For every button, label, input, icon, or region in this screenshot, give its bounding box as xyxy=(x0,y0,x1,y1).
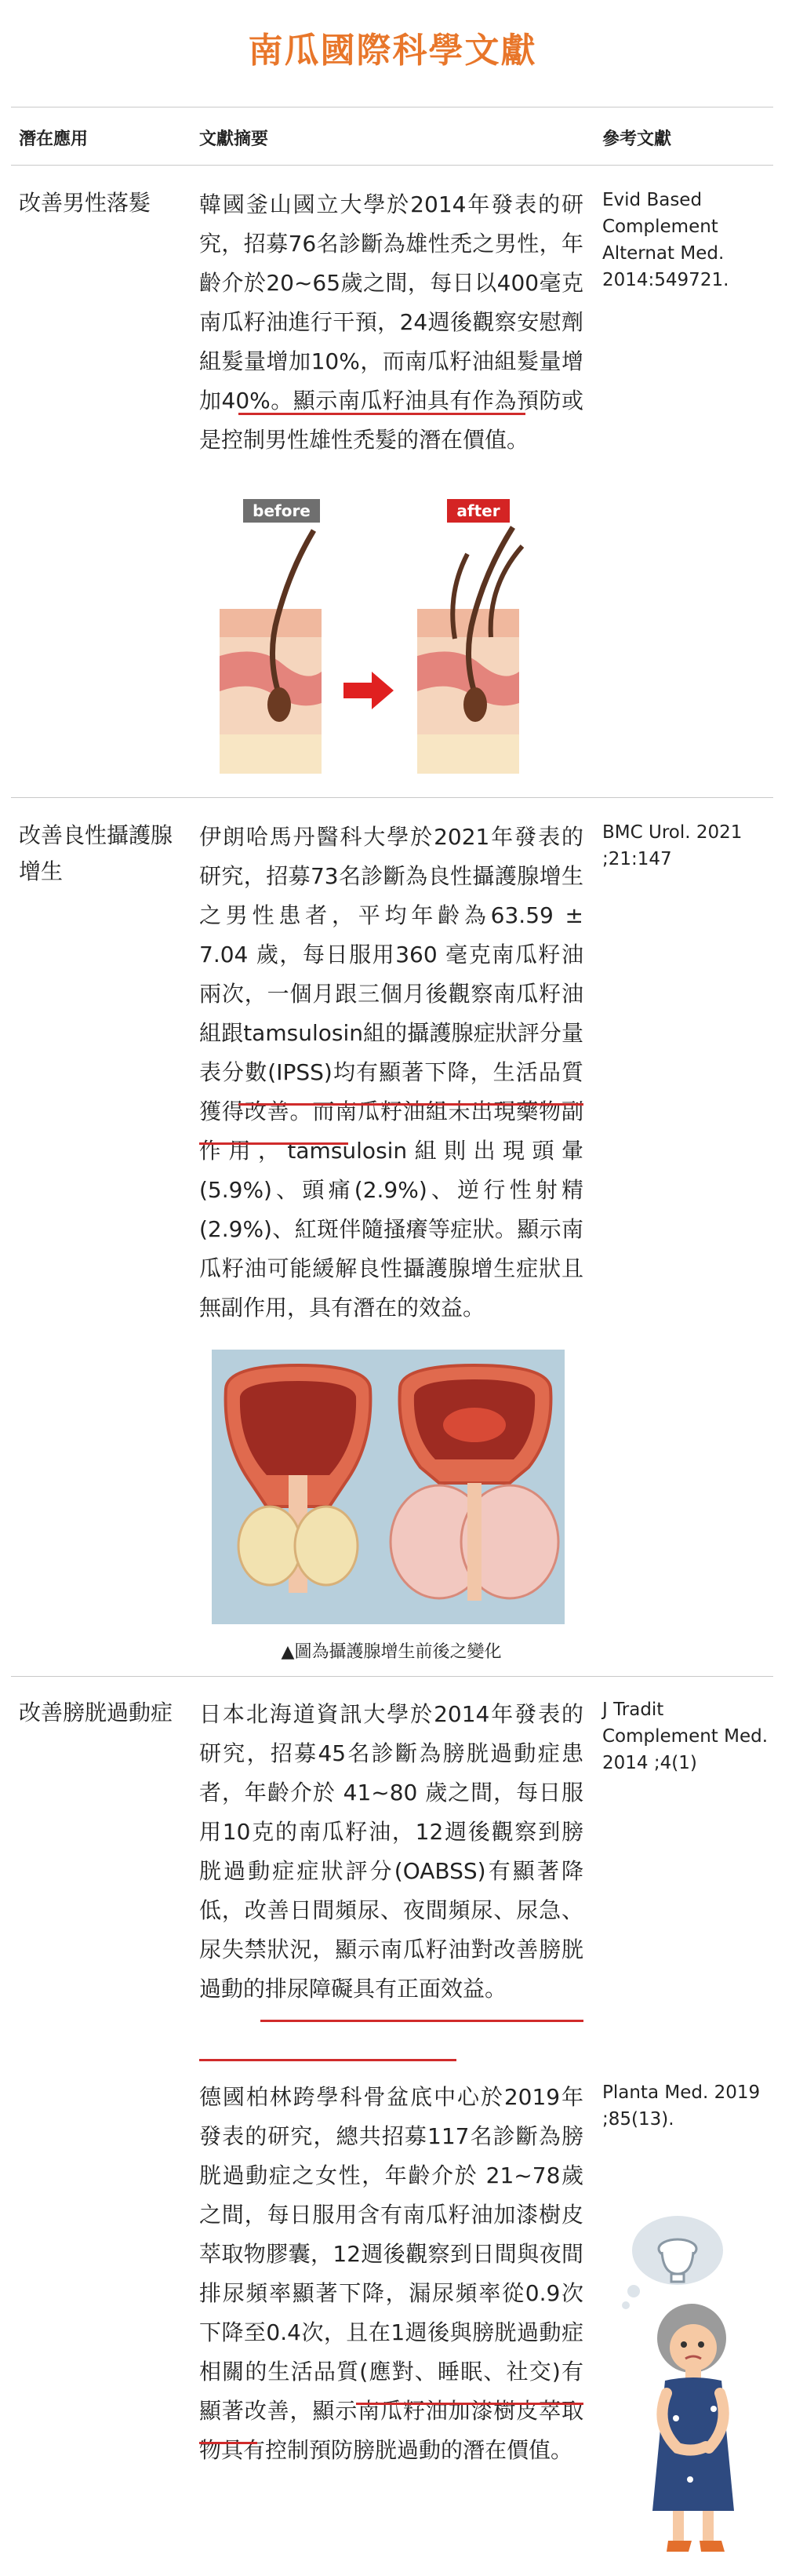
normal-prostate-icon xyxy=(226,1365,371,1593)
woman-icon xyxy=(652,2304,734,2552)
row-reference-bph: BMC Urol. 2021 ;21:147 xyxy=(602,822,743,869)
skin-before-icon xyxy=(220,530,322,774)
row-abstract-oab-japan: 日本北海道資訊大學於2014年發表的研究，招募45名診斷為膀胱過動症患者，年齡介於 41~80 歲之間，每日服用10克的南瓜籽油，12週後觀察到膀胱過動症症狀評分(OABSS)有顯著降低，改善日間頻尿、夜間頻尿、尿急、尿失禁狀況，顯示南瓜籽油對改善膀胱過動的排尿障礙具有正面效益。 xyxy=(199,1701,583,2002)
row-reference-oab-japan: J Tradit Complement Med. 2014 ;4(1) xyxy=(602,1700,769,1773)
header-application: 潛在應用 xyxy=(19,129,89,149)
row-reference-hair-loss: Evid Based Complement Alternat Med. 2014:549721. xyxy=(602,190,729,290)
highlight-underline xyxy=(199,2059,456,2061)
page-title: 南瓜國際科學文獻 xyxy=(248,31,537,71)
row-application-oab: 改善膀胱過動症 xyxy=(19,1700,173,1725)
after-label: after xyxy=(456,501,500,520)
hair-before-after-figure xyxy=(212,499,565,789)
arrow-right-icon xyxy=(343,672,394,709)
row-abstract-oab-germany: 德國柏林跨學科骨盆底中心於2019年發表的研究，總共招募117名診斷為膀胱過動症之女性，年齡介於 21~78歲之間，每日服用含有南瓜籽油加漆樹皮萃取物膠囊，12週後觀察到日間與夜間排尿頻率顯著下降，漏尿頻率從0.9次下降至0.4次，且在1週後與膀胱過動症相關的生活品質(應對、睡眠、社交)有顯著改善，顯示南瓜籽油加漆樹皮萃取物具有控制預防膀胱過動的潛在價值。 xyxy=(199,2084,583,2463)
header-abstract: 文獻摘要 xyxy=(199,129,269,149)
toilet-thought-bubble-icon xyxy=(622,2216,723,2309)
row-abstract-hair-loss: 韓國釜山國立大學於2014年發表的研究，招募76名診斷為雄性禿之男性，年齡介於20~65歲之間，每日以400毫克南瓜籽油進行干預，24週後觀察安慰劑組髮量增加10%，而南瓜籽油組髮量增加40%。顯示南瓜籽油具有作為預防或是控制男性雄性禿髮的潛在價值。 xyxy=(199,191,583,453)
highlight-underline xyxy=(260,2020,583,2022)
row-abstract-bph: 伊朗哈馬丹醫科大學於2021年發表的研究，招募73名診斷為良性攝護腺增生之男性患者，平均年齡為63.59 ± 7.04 歲，每日服用360 毫克南瓜籽油兩次，一個月跟三個月後觀察南瓜籽油組跟tamsulosin組的攝護腺症狀評分量表分數(IPSS)均有顯著下降，生活品質獲得改善。而南瓜籽油組未出現藥物副作用，tamsulosin組則出現頭暈(5.9%)、頭痛(2.9%)、逆行性射精(2.9%)、紅斑伴隨搔癢等症狀。顯示南瓜籽油可能緩解良性攝護腺增生症狀且無副作用，具有潛在的效益。 xyxy=(199,824,583,1321)
woman-toilet-illustration xyxy=(599,2213,780,2558)
prostate-figure-caption: ▲圖為攝護腺增生前後之變化 xyxy=(281,1642,502,1662)
before-label: before xyxy=(253,501,311,520)
skin-after-icon xyxy=(417,527,522,774)
highlight-underline xyxy=(238,413,525,415)
header-reference: 參考文獻 xyxy=(602,129,672,149)
highlight-underline xyxy=(199,2442,257,2444)
divider xyxy=(11,1676,773,1677)
row-reference-oab-germany: Planta Med. 2019 ;85(13). xyxy=(602,2082,761,2130)
divider xyxy=(11,797,773,798)
highlight-underline xyxy=(199,1142,348,1145)
highlight-underline xyxy=(238,1103,583,1106)
divider xyxy=(11,165,773,166)
row-application-bph: 改善良性攝護腺增生 xyxy=(19,822,173,884)
highlight-underline xyxy=(356,2403,583,2405)
prostate-figure xyxy=(212,1350,565,1624)
row-application-hair-loss: 改善男性落髮 xyxy=(19,190,151,216)
